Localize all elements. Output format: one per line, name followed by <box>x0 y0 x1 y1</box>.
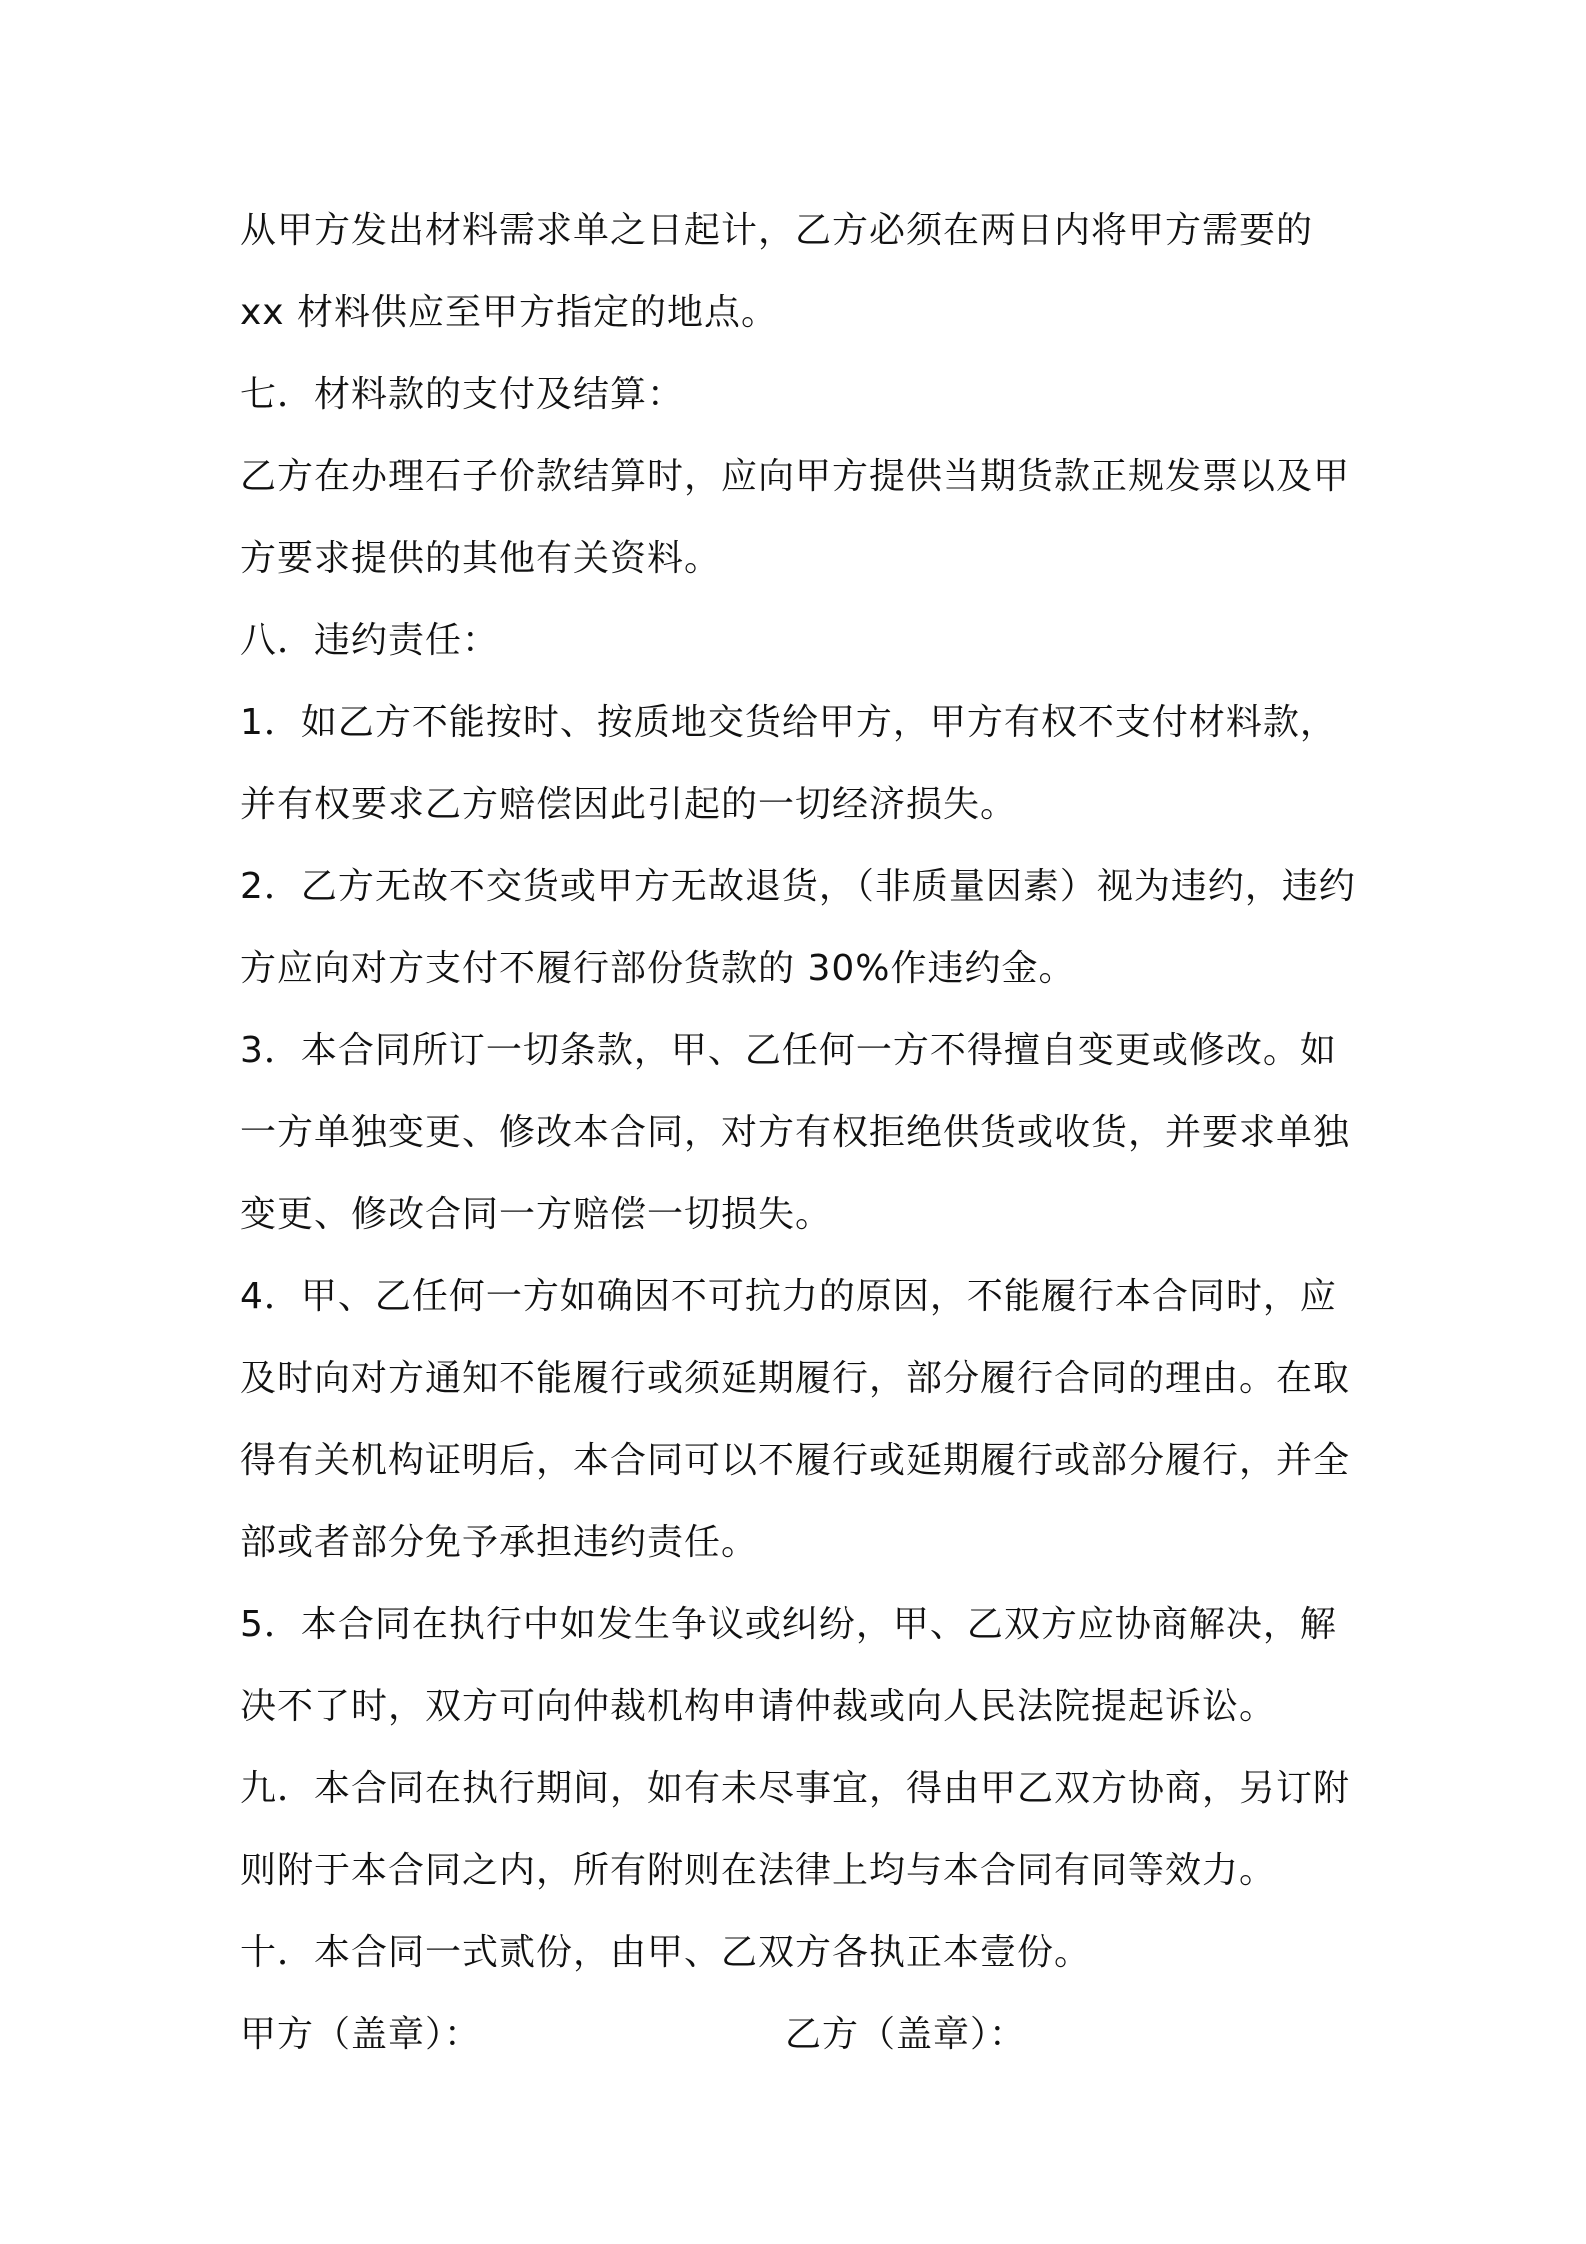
section-heading: 十．本合同一式贰份，由甲、乙双方各执正本壹份。 <box>240 1932 1092 1973</box>
clause-line: 4．甲、乙任何一方如确因不可抗力的原因，不能履行本合同时，应 <box>240 1276 1337 1317</box>
party-a-seal-label: 甲方（盖章）： <box>240 2014 482 2055</box>
section-heading: 七．材料款的支付及结算： <box>240 374 685 415</box>
clause-line: 一方单独变更、修改本合同，对方有权拒绝供货或收货，并要求单独 <box>240 1112 1351 1153</box>
clause-line: 得有关机构证明后，本合同可以不履行或延期履行或部分履行，并全 <box>240 1440 1351 1481</box>
text-line: xx 材料供应至甲方指定的地点。 <box>240 292 779 333</box>
clause-line: 及时向对方通知不能履行或须延期履行，部分履行合同的理由。在取 <box>240 1358 1351 1399</box>
clause-line: 决不了时，双方可向仲裁机构申请仲裁或向人民法院提起诉讼。 <box>240 1686 1277 1727</box>
signature-row <box>240 1994 1360 2076</box>
section-heading: 九．本合同在执行期间，如有未尽事宜，得由甲乙双方协商，另订附 <box>240 1768 1351 1809</box>
text-line: 从甲方发出材料需求单之日起计，乙方必须在两日内将甲方需要的 <box>240 210 1314 251</box>
document-body <box>240 190 1360 2076</box>
clause-line: 方应向对方支付不履行部份货款的 30%作违约金。 <box>240 948 1076 989</box>
clause-line: 3．本合同所订一切条款，甲、乙任何一方不得擅自变更或修改。如 <box>240 1030 1337 1071</box>
clause-line: 1．如乙方不能按时、按质地交货给甲方，甲方有权不支付材料款， <box>240 702 1337 743</box>
section-heading: 八．违约责任： <box>240 620 500 661</box>
clause-line: 2．乙方无故不交货或甲方无故退货，（非质量因素）视为违约，违约 <box>240 866 1356 907</box>
text-line: 则附于本合同之内，所有附则在法律上均与本合同有同等效力。 <box>240 1850 1277 1891</box>
clause-line: 并有权要求乙方赔偿因此引起的一切经济损失。 <box>240 784 1018 825</box>
text-line: 方要求提供的其他有关资料。 <box>240 538 722 579</box>
text-line: 乙方在办理石子价款结算时，应向甲方提供当期货款正规发票以及甲 <box>240 456 1351 497</box>
clause-line: 变更、修改合同一方赔偿一切损失。 <box>240 1194 833 1235</box>
party-b-seal-label: 乙方（盖章）： <box>785 2014 1027 2055</box>
clause-line: 部或者部分免予承担违约责任。 <box>240 1522 759 1563</box>
clause-line: 5．本合同在执行中如发生争议或纠纷，甲、乙双方应协商解决，解 <box>240 1604 1337 1645</box>
